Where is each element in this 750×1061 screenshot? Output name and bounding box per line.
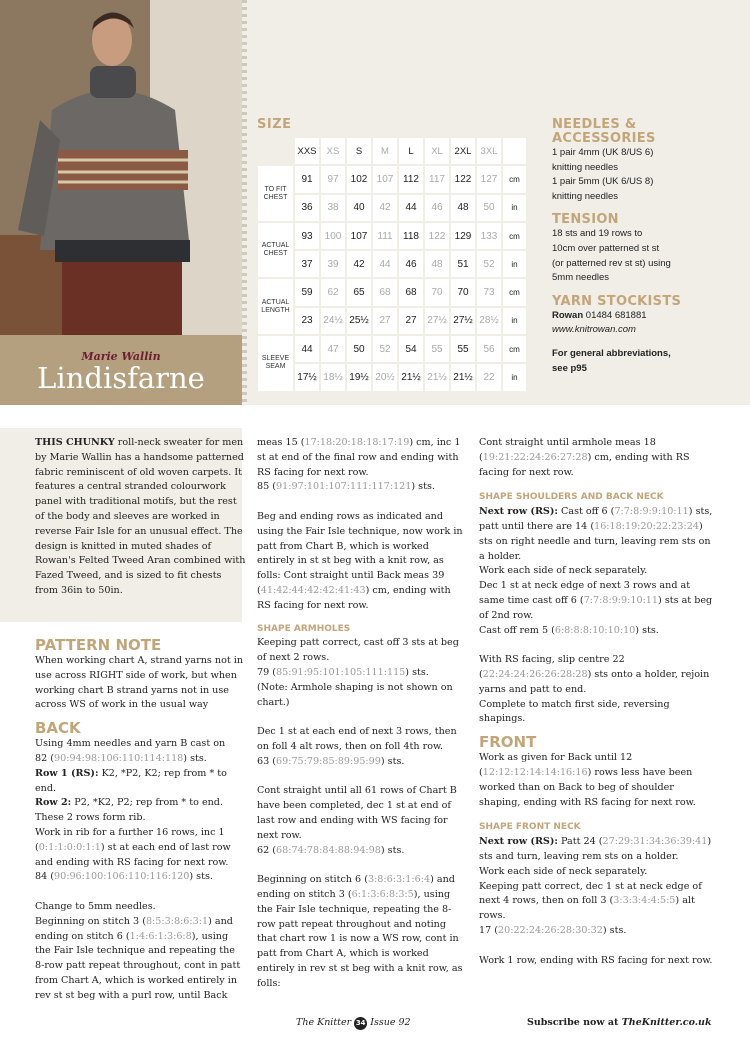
size-cell: 25½ <box>347 308 371 334</box>
intro-lead: THIS CHUNKY <box>35 437 115 448</box>
needles-line: knitting needles <box>552 161 619 173</box>
col3-text: ) sts and turn, leaving rem sts on a holder. <box>479 836 712 862</box>
size-values: 91:97:101:107:111:117:121 <box>276 481 412 493</box>
subscribe-text: Subscribe now at <box>527 1017 622 1028</box>
col2-text: Beginning on stitch 6 ( <box>257 874 368 886</box>
size-cell: 37 <box>295 251 319 277</box>
unit-label: cm <box>503 223 526 249</box>
col3-text: Patt 24 ( <box>557 836 603 848</box>
col3-para <box>479 835 714 865</box>
size-heading: SIZE <box>257 117 292 132</box>
size-values: 16:18:19:20:22:23:24 <box>594 520 699 532</box>
size-row <box>258 251 526 277</box>
size-cell: 70 <box>425 279 449 305</box>
size-cell: 117 <box>425 166 449 192</box>
row-label: Row 2: <box>35 797 72 809</box>
perforation-divider <box>242 0 247 405</box>
size-values: 7:7:8:9:9:10:11 <box>614 506 689 518</box>
size-cell: 40 <box>347 195 371 221</box>
size-values: 12:12:12:14:14:16:16 <box>482 766 588 778</box>
size-cell: 21½ <box>399 364 423 390</box>
tension-line: 18 sts and 19 rows to <box>552 228 643 240</box>
tension-line: 5mm needles <box>552 272 610 284</box>
col2-para <box>257 755 467 770</box>
col3-text: Cast off rem 5 ( <box>479 624 555 636</box>
size-values: 19:21:22:24:26:27:28 <box>482 451 588 463</box>
col2-text: Keeping patt correct, cast off 3 sts at beg of next 2 rows. <box>257 637 459 664</box>
col3-para <box>479 880 714 924</box>
size-cell: 62 <box>321 279 345 305</box>
col3-para <box>479 924 714 939</box>
pattern-caption <box>0 335 242 405</box>
col3-para <box>479 579 714 623</box>
col2-text: 63 ( <box>257 755 277 767</box>
col2-text: ) sts. <box>380 844 405 856</box>
size-values: 6:8:8:8:10:10:10 <box>554 624 636 636</box>
materials-column <box>552 118 742 376</box>
col2-para <box>257 844 467 859</box>
size-values: 8:5:3:8:6:3:1 <box>145 915 209 927</box>
front-heading: FRONT <box>479 733 537 752</box>
size-cell: 21½ <box>425 364 449 390</box>
size-cell: 107 <box>347 223 371 249</box>
intro-text <box>35 436 247 599</box>
unit-label: in <box>503 195 526 221</box>
yarn-stockists-heading: YARN STOCKISTS <box>552 293 682 309</box>
size-xl: XL <box>425 138 449 164</box>
tension-line: (or patterned rev st st) using <box>552 257 671 269</box>
col3-text: ) sts. <box>635 624 659 636</box>
size-cell: 20½ <box>373 364 397 390</box>
row-label: ACTUAL CHEST <box>258 223 293 278</box>
col3-para <box>479 436 714 480</box>
size-cell: 46 <box>399 251 423 277</box>
back-heading: BACK <box>35 719 81 738</box>
shape-front-neck-heading: SHAPE FRONT NECK <box>479 822 581 833</box>
shape-armholes-heading: SHAPE ARMHOLES <box>257 623 351 634</box>
footer-magazine <box>296 1017 411 1030</box>
back-para <box>35 870 245 885</box>
col3-text: Work 1 row, ending with RS facing for next row. <box>479 954 713 966</box>
back-row1 <box>35 767 245 797</box>
size-cell: 39 <box>321 251 345 277</box>
size-row <box>258 308 526 334</box>
size-cell: 44 <box>373 251 397 277</box>
size-cell: 28½ <box>477 308 501 334</box>
col2-text: 79 ( <box>257 666 277 678</box>
size-cell: 44 <box>295 336 319 362</box>
back-text: ) st at each end of last row and ending with RS facing for next row. <box>35 841 231 868</box>
size-l: L <box>399 138 423 164</box>
size-cell: 70 <box>451 279 475 305</box>
size-cell: 122 <box>451 166 475 192</box>
back-text: ), using the Fair Isle technique and repeating the 8-row patt repeat throughout, cont in patt from Chart A, which is worked entirely in rev st st beg with a purl row, until Back <box>35 930 241 1001</box>
row-label: Next row (RS): <box>479 836 558 848</box>
size-cell: 51 <box>451 251 475 277</box>
yarn-stockist <box>552 309 742 324</box>
size-header-row <box>258 138 526 164</box>
col3-para <box>479 653 714 697</box>
col3-text: Cont straight until armhole meas 18 ( <box>479 437 656 463</box>
back-text: Change to 5mm needles. <box>35 900 156 912</box>
back-text: 84 ( <box>35 871 55 883</box>
size-values: 69:75:79:85:89:95:99 <box>276 755 381 767</box>
size-cell: 127 <box>477 166 501 192</box>
unit-label: cm <box>503 336 526 362</box>
size-values: 68:74:78:84:88:94:98 <box>276 844 381 856</box>
col3-text: 17 ( <box>479 924 499 936</box>
size-row <box>258 195 526 221</box>
col2-text: 62 ( <box>257 844 277 856</box>
col2-text: ) and ending on stitch 3 ( <box>257 874 455 900</box>
size-cell: 55 <box>425 336 449 362</box>
size-values: 0:1:1:0:0:1:1 <box>38 841 101 853</box>
size-cell: 48 <box>451 195 475 221</box>
unit-label: in <box>503 308 526 334</box>
size-values: 90:96:100:106:110:116:120 <box>54 871 190 883</box>
abbreviations-note: For general abbreviations, <box>552 347 671 359</box>
back-text: Beginning on stitch 3 ( <box>35 915 146 927</box>
size-cell: 44 <box>399 195 423 221</box>
row-label: Row 1 (RS): <box>35 767 99 779</box>
size-cell: 50 <box>477 195 501 221</box>
col3-text: Work each side of neck separately. <box>479 865 648 877</box>
pattern-title: Lindisfarne <box>37 361 205 395</box>
size-cell: 27½ <box>451 308 475 334</box>
size-table <box>256 136 528 393</box>
size-cell: 65 <box>347 279 371 305</box>
issue-number: Issue 92 <box>370 1017 411 1028</box>
size-cell: 55 <box>451 336 475 362</box>
col2-text: ) sts. <box>411 481 435 493</box>
col2-text: ), using the Fair Isle technique, repeating the 8-row patt repeat throughout and noting that chart row 1 is now a WS row, cont in patt from Chart A, which is worked entirely in rev st st beg with a knit row, as folls: <box>257 888 463 989</box>
col2-text: ) sts. <box>380 755 405 767</box>
abbreviations-page: see p95 <box>552 362 587 374</box>
size-cell: 59 <box>295 279 319 305</box>
col3-text: ) sts, patt until there are 14 ( <box>479 506 713 532</box>
size-values: 3:8:6:3:1:6:4 <box>367 874 431 886</box>
size-cell: 52 <box>373 336 397 362</box>
size-values: 1:4:6:1:3:6:8 <box>129 930 192 942</box>
column-1-lower <box>35 634 245 1004</box>
size-xs: XS <box>321 138 345 164</box>
size-values: 17:18:20:18:18:17:19 <box>304 437 410 448</box>
size-cell: 107 <box>373 166 397 192</box>
col2-text: ) cm, inc 1 st at end of the final row and ending with RS facing for next row. <box>257 437 461 478</box>
size-cell: 118 <box>399 223 423 249</box>
page-number: 34 <box>354 1017 367 1030</box>
back-row2 <box>35 796 245 811</box>
col2-text: Beg and ending rows as indicated and using the Fair Isle technique, now work in patt from Chart B, which is worked entirely in st st beg with a knit row, as folls: Cont straight until Back meas 39 ( <box>257 510 463 596</box>
size-cell: 68 <box>399 279 423 305</box>
col3-para <box>479 751 714 810</box>
tension-line: 10cm over patterned st st <box>552 242 660 254</box>
size-m: M <box>373 138 397 164</box>
size-cell: 129 <box>451 223 475 249</box>
shape-shoulders-heading: SHAPE SHOULDERS AND BACK NECK <box>479 492 664 503</box>
back-text: 82 ( <box>35 752 55 764</box>
size-cell: 52 <box>477 251 501 277</box>
col3-text: Dec 1 st at neck edge of next 3 rows and at same time cast off 6 ( <box>479 580 691 606</box>
size-cell: 93 <box>295 223 319 249</box>
size-cell: 56 <box>477 336 501 362</box>
size-cell: 36 <box>295 195 319 221</box>
size-cell: 42 <box>347 251 371 277</box>
col3-text: Keeping patt correct, dec 1 st at neck edge of next 4 rows, then on foll 3 ( <box>479 880 702 907</box>
size-cell: 100 <box>321 223 345 249</box>
size-xxs: XXS <box>295 138 319 164</box>
needles-line: 1 pair 5mm (UK 6/US 8) <box>552 176 654 188</box>
size-2xl: 2XL <box>451 138 475 164</box>
yarn-phone: 01484 681881 <box>583 309 647 321</box>
size-row <box>258 279 526 305</box>
size-cell: 27 <box>399 308 423 334</box>
size-cell: 21½ <box>451 364 475 390</box>
size-s: S <box>347 138 371 164</box>
unit-label: cm <box>503 166 526 192</box>
size-cell: 48 <box>425 251 449 277</box>
col3-text: Work each side of neck separately. <box>479 565 648 577</box>
unit-label: cm <box>503 279 526 305</box>
size-values: 7:7:8:9:9:10:11 <box>583 594 659 606</box>
size-cell: 19½ <box>347 364 371 390</box>
col2-para <box>257 510 467 614</box>
size-cell: 133 <box>477 223 501 249</box>
size-row <box>258 166 526 192</box>
size-cell: 102 <box>347 166 371 192</box>
size-cell: 27 <box>373 308 397 334</box>
site-link[interactable]: TheKnitter.co.uk <box>621 1017 712 1028</box>
size-cell: 68 <box>373 279 397 305</box>
col2-para <box>257 480 467 495</box>
size-cell: 18½ <box>321 364 345 390</box>
size-values: 85:91:95:101:105:111:115 <box>276 666 406 678</box>
size-cell: 27½ <box>425 308 449 334</box>
col2-text: 85 ( <box>257 481 277 493</box>
col2-para <box>257 873 467 991</box>
footer-subscribe <box>527 1017 712 1028</box>
size-cell: 73 <box>477 279 501 305</box>
col3-para <box>479 624 714 639</box>
pattern-note-heading: PATTERN NOTE <box>35 636 162 654</box>
size-values: 3:3:3:4:4:5:5 <box>613 895 676 907</box>
row-label: TO FIT CHEST <box>258 166 293 221</box>
unit-label: in <box>503 251 526 277</box>
back-para <box>35 915 245 1004</box>
col3-text: With RS facing, slip centre 22 ( <box>479 654 625 680</box>
col3-text: ) sts. <box>602 924 627 936</box>
size-3xl: 3XL <box>477 138 501 164</box>
size-cell: 23 <box>295 308 319 334</box>
size-values: 90:94:98:106:110:114:118 <box>54 752 184 764</box>
size-row <box>258 336 526 362</box>
back-text: Using 4mm needles and yarn B cast on <box>35 738 226 750</box>
col3-text: ) sts on right needle and turn, leaving rem sts on a holder. <box>479 520 711 562</box>
unit-label: in <box>503 364 526 390</box>
column-3 <box>479 436 714 968</box>
size-cell: 46 <box>425 195 449 221</box>
pattern-note-text: When working chart A, strand yarns not in use across RIGHT side of work, but when working chart B strand yarns not in use across WS of work in the usual way <box>35 655 243 711</box>
needles-line: knitting needles <box>552 190 619 202</box>
size-cell: 42 <box>373 195 397 221</box>
size-cell: 47 <box>321 336 345 362</box>
back-para <box>35 737 245 767</box>
size-values: 20:22:24:26:28:30:32 <box>498 924 603 936</box>
size-cell: 24½ <box>321 308 345 334</box>
size-values: 6:1:3:6:8:3:5 <box>351 888 414 900</box>
col2-text: Cont straight until all 61 rows of Chart B have been completed, dec 1 st at end of last row and ending with WS facing for next row. <box>257 785 457 841</box>
back-text: Work in rib for a further 16 rows, inc 1 ( <box>35 826 225 853</box>
col3-text: ) sts at beg of 2nd row. <box>479 594 713 621</box>
size-values: 27:29:31:34:36:39:41 <box>602 836 708 848</box>
size-cell: 97 <box>321 166 345 192</box>
back-text: These 2 rows form rib. <box>35 812 146 824</box>
yarn-brand: Rowan <box>552 309 584 321</box>
col3-para <box>479 505 714 564</box>
needles-heading: NEEDLES & ACCESSORIES <box>552 117 656 146</box>
size-cell: 122 <box>425 223 449 249</box>
size-cell: 111 <box>373 223 397 249</box>
size-values: 22:24:24:26:26:28:28 <box>482 668 588 680</box>
back-text: ) sts. <box>189 871 213 883</box>
yarn-url[interactable]: www.knitrowan.com <box>552 324 636 336</box>
back-text: ) and ending on stitch 6 ( <box>35 915 233 942</box>
size-cell: 112 <box>399 166 423 192</box>
column-2 <box>257 436 467 991</box>
size-cell: 54 <box>399 336 423 362</box>
col3-text: ) sts onto a holder, rejoin yarns and patt to end. <box>479 668 710 695</box>
size-cell: 38 <box>321 195 345 221</box>
col3-text: Complete to match first side, reversing shapings. <box>479 698 670 725</box>
sweater-photo-illustration <box>0 0 242 335</box>
tension-heading: TENSION <box>552 212 619 228</box>
size-row <box>258 364 526 390</box>
magazine-name: The Knitter <box>296 1017 352 1028</box>
size-row <box>258 223 526 249</box>
row-label: Next row (RS): <box>479 506 558 518</box>
size-cell: 22 <box>477 364 501 390</box>
model-photo <box>0 0 242 335</box>
row-text: P2, *K2, P2; rep from * to end. <box>71 797 223 809</box>
size-cell: 91 <box>295 166 319 192</box>
intro-body: roll-neck sweater for men by Marie Wallin has a handsome patterned fabric reminiscent of old woven carpets. It features a central stranded colourwork panel with traditional motifs, but the rest of the body and sleeves are worked in reverse Fair Isle for an unusual effect. The design is knitted in muted shades of Rowan's Felted Tweed Aran combined with Fazed Tweed, and is sized to fit chests from 36in to 50in. <box>35 437 246 596</box>
col2-para <box>257 666 467 681</box>
size-cell: 50 <box>347 336 371 362</box>
row-text: K2, *P2, K2; rep from * to end. <box>35 767 227 794</box>
col2-para <box>257 436 467 480</box>
row-label: SLEEVE SEAM <box>258 336 293 391</box>
col2-text: (Note: Armhole shaping is not shown on chart.) <box>257 681 453 708</box>
col2-text: ) sts. <box>405 666 429 678</box>
col3-text: ) cm, ending with RS facing for next row. <box>479 451 690 478</box>
col3-text: ) alt rows. <box>479 895 695 922</box>
back-para <box>35 826 245 870</box>
size-values: 41:42:44:42:42:41:43 <box>260 584 366 596</box>
col2-text: Dec 1 st at each end of next 3 rows, then on foll 4 alt rows, then on foll 4th row. <box>257 726 457 752</box>
size-cell: 17½ <box>295 364 319 390</box>
designer-name: Marie Wallin <box>81 350 161 363</box>
col2-text: ) cm, ending with RS facing for next row. <box>257 584 451 611</box>
col2-text: meas 15 ( <box>257 437 305 448</box>
col3-text: Work as given for Back until 12 ( <box>479 752 633 778</box>
needles-line: 1 pair 4mm (UK 8/US 6) <box>552 147 654 158</box>
back-text: ) sts. <box>183 752 207 764</box>
col3-text: Cast off 6 ( <box>557 506 615 518</box>
row-label: ACTUAL LENGTH <box>258 279 293 334</box>
col3-text: ) rows less have been worked than on Back to beg of shoulder shaping, ending with RS facing for next row. <box>479 766 696 808</box>
